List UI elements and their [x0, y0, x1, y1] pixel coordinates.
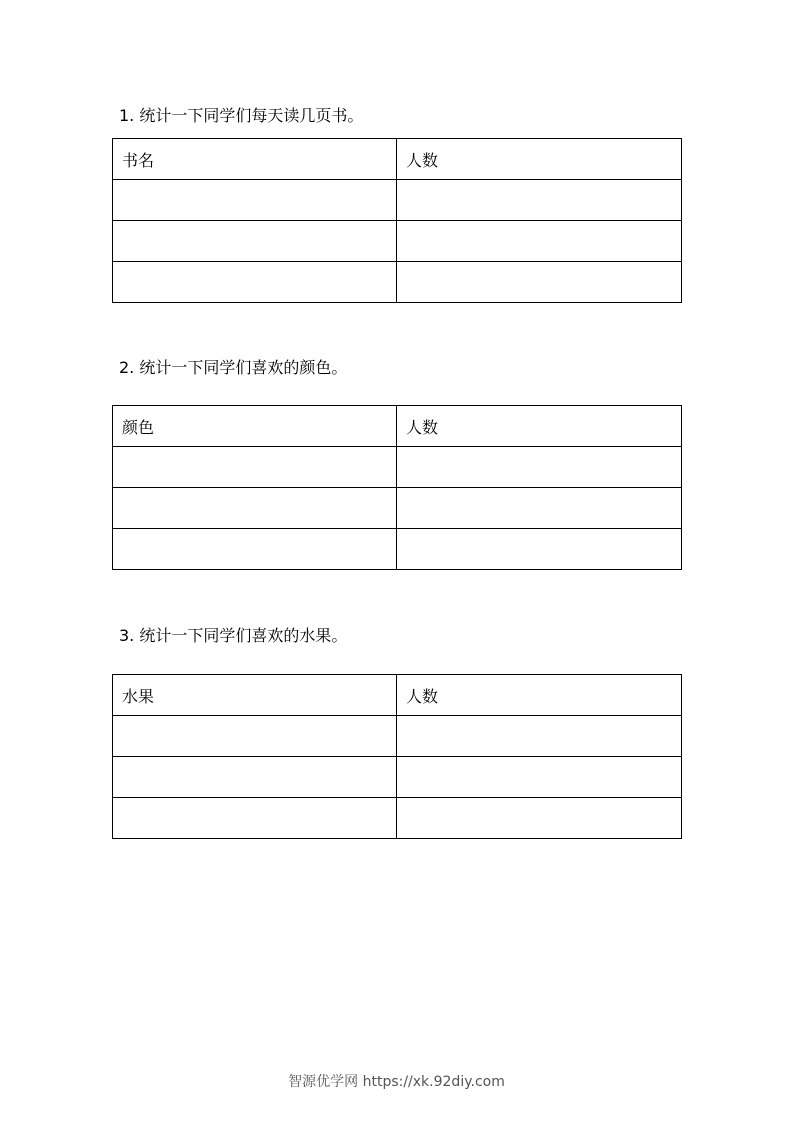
table-row — [113, 488, 682, 529]
blank-cell[interactable] — [397, 488, 682, 529]
blank-cell[interactable] — [397, 757, 682, 798]
table-row — [113, 529, 682, 570]
fruits-table — [112, 674, 682, 839]
blank-cell[interactable] — [113, 180, 397, 221]
header-cell-fruit: 水果 — [113, 675, 397, 716]
header-cell-book-name: 书名 — [113, 139, 397, 180]
table-row — [113, 447, 682, 488]
question-2-title: 2. 统计一下同学们喜欢的颜色。 — [119, 358, 348, 377]
blank-cell[interactable] — [113, 529, 397, 570]
blank-cell[interactable] — [397, 798, 682, 839]
table-row — [113, 180, 682, 221]
blank-cell[interactable] — [397, 262, 682, 303]
table-header-row — [113, 406, 682, 447]
table-row — [113, 262, 682, 303]
table-header-row — [113, 139, 682, 180]
blank-cell[interactable] — [113, 757, 397, 798]
table-row — [113, 798, 682, 839]
blank-cell[interactable] — [113, 716, 397, 757]
blank-cell[interactable] — [397, 221, 682, 262]
books-table — [112, 138, 682, 303]
blank-cell[interactable] — [397, 716, 682, 757]
question-1-title: 1. 统计一下同学们每天读几页书。 — [119, 106, 364, 125]
blank-cell[interactable] — [113, 798, 397, 839]
footer-watermark: 智源优学网 https://xk.92diy.com — [288, 1074, 505, 1090]
header-cell-count: 人数 — [397, 139, 682, 180]
blank-cell[interactable] — [397, 529, 682, 570]
table-row — [113, 221, 682, 262]
blank-cell[interactable] — [113, 221, 397, 262]
header-cell-count: 人数 — [397, 675, 682, 716]
header-cell-count: 人数 — [397, 406, 682, 447]
blank-cell[interactable] — [397, 447, 682, 488]
question-3-title: 3. 统计一下同学们喜欢的水果。 — [119, 626, 348, 645]
blank-cell[interactable] — [113, 488, 397, 529]
header-cell-color: 颜色 — [113, 406, 397, 447]
table-row — [113, 716, 682, 757]
table-row — [113, 757, 682, 798]
table-header-row — [113, 675, 682, 716]
blank-cell[interactable] — [397, 180, 682, 221]
blank-cell[interactable] — [113, 262, 397, 303]
colors-table — [112, 405, 682, 570]
blank-cell[interactable] — [113, 447, 397, 488]
